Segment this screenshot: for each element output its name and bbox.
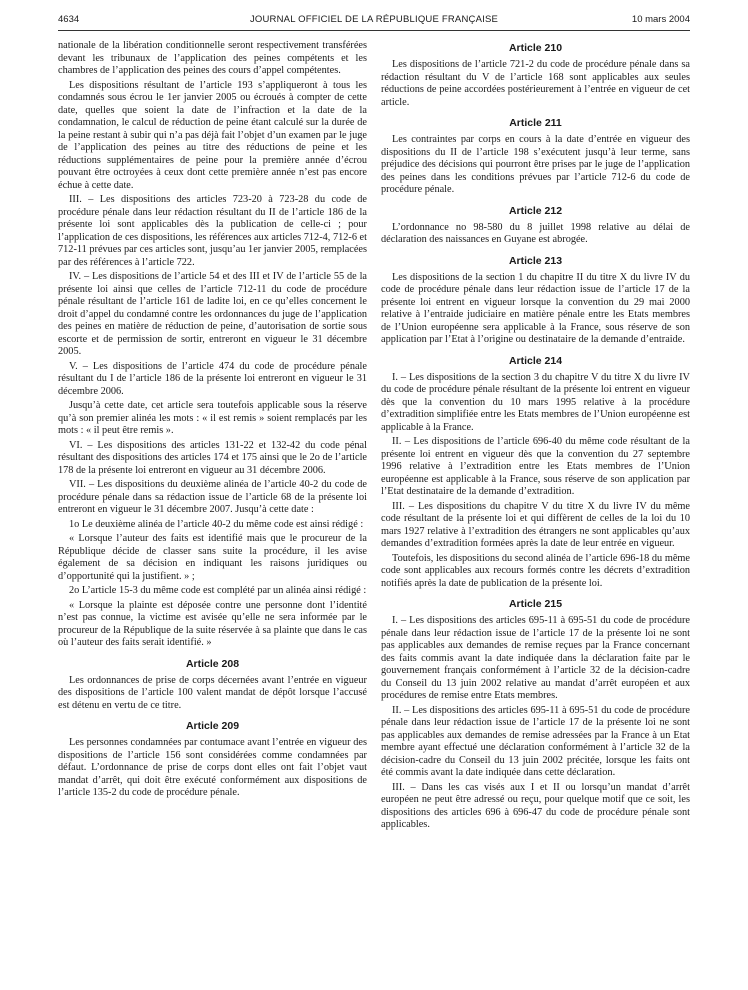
- paragraph: Les dispositions résultant de l’article 193 s’appliqueront à tous les condamnés sous écrou le 1er janvier 2005 ou écroués à compter de cette date, quelles que soient la date de l’infraction et la date de la condamnation, le calcul de réduction de peine étant calculé sur la durée de la peine restant à subir qui n’a pas déjà fait l’objet d’un examen par le juge de l’application des peines au titre des réductions de peine et les réductions supplémentaires de peine pour la première année d’écrou pouvant être octroyées à ceux dont cette première année n’est pas encore échue à cette date.: [58, 79, 367, 191]
- right-column: [381, 40, 690, 975]
- journal-title: JOURNAL OFFICIEL DE LA RÉPUBLIQUE FRANÇAISE: [249, 14, 499, 25]
- page-number: 4634: [58, 14, 80, 25]
- paragraph: Les contraintes par corps en cours à la date d’entrée en vigueur des dispositions du II de l’article 198 s’exécutent jusqu’à leur terme, sans préjudice des décisions qui pourront être prises par le juge de l’application des peines dans les conditions prévues par l’article 712-6 du code de procédure pénale.: [381, 134, 690, 195]
- paragraph: III. – Les dispositions du chapitre V du titre X du livre IV du même code résultant de la présente loi et qui diffèrent de celles de la loi du 10 mars 1927 relative à l’extradition des étrangers ne sont applicables qu’aux demandes d’extradition formées après la date de leur entrée en vigueur.: [381, 500, 690, 549]
- article-heading: Article 213: [508, 254, 563, 267]
- page-header: [58, 14, 690, 28]
- paragraph: Les ordonnances de prise de corps décernées avant l’entrée en vigueur des dispositions de l’article 100 valent mandat de dépôt lorsque l’accusé est détenu en vertu de ce titre.: [58, 674, 367, 711]
- paragraph: VI. – Les dispositions des articles 131-22 et 132-42 du code pénal résultant des dispositions des articles 174 et 175 ainsi que le 2o de l’article 178 de la présente loi entreront en vigueur au 31 décembre 2006.: [58, 439, 367, 476]
- paragraph: Les personnes condamnées par contumace avant l’entrée en vigueur des dispositions de l’article 156 sont considérées comme condamnées par défaut. L’ordonnance de prise de corps dont elles ont fait l’objet vaut mandat d’arrêt, qui doit être exécuté conformément aux dispositions de l’article 135-2 du code de procédure pénale.: [58, 737, 367, 798]
- article-heading: Article 208: [185, 657, 240, 670]
- article-heading: Article 210: [508, 42, 563, 54]
- paragraph: Les dispositions de la section 1 du chapitre II du titre X du livre IV du code de procédure pénale dans leur rédaction issue de l’article 17 de la présente loi entrent en vigueur lorsque la convention du 29 mai 2000 relative à l’entraide judiciaire en matière pénale entre les Etats membres de l’Union européenne sera applicable à la France, sous réserve de son application par l’Etat à l’origine ou destinataire de la demande d’entraide.: [381, 271, 690, 345]
- paragraph: IV. – Les dispositions de l’article 54 et des III et IV de l’article 55 de la présente loi ainsi que celles de l’article 712-11 du code de procédure pénale résultant de l’article 161 de ladite loi, en ce qu’elles concernent le droit d’appel du condamné contre les ordonnances du juge de l’application des peines en matière de réduction de peine, d’autorisation de sortie sous escorte et de permission de sortir, entreront en vigueur le 31 décembre 2005.: [58, 271, 367, 357]
- paragraph: Toutefois, les dispositions du second alinéa de l’article 696-18 du même code sont applicables aux recours formés contre les décrets d’extradition notifiés après la date de publication de la présente loi.: [381, 552, 690, 589]
- header-rule: [58, 30, 690, 31]
- paragraph: Jusqu’à cette date, cet article sera toutefois applicable sous la réserve qu’à son premier alinéa les mots : « il est remis » soient remplacés par les mots : « il peut être remis ».: [58, 400, 367, 436]
- paragraph: II. – Les dispositions de l’article 696-40 du même code résultant de la présente loi entrent en vigueur dès que la convention du 27 septembre 1996 relative à l’extradition entre les Etats membres de l’Union européenne est applicable à la France, sous réserve de son application par l’Etat destinataire de la demande d’extradition.: [381, 436, 690, 497]
- paragraph: I. – Les dispositions de la section 3 du chapitre V du titre X du livre IV du code de procédure pénale résultant de la présente loi entrent en vigueur dès que la convention du 10 mars 1995 relative à la procédure d’extradition simplifiée entre les Etats membres de l’Union européenne est applicable à la France.: [381, 371, 690, 433]
- paragraph: I. – Les dispositions des articles 695-11 à 695-51 du code de procédure pénale dans leur rédaction issue de l’article 17 de la présente loi ne sont pas applicables aux demandes de remise reçues par la France concernant des faits commis avant la date indiquée dans la déclaration faite par le gouvernement français conformément à l’article 32 de la décision-cadre du Conseil du 13 juin 2002 relative au mandat d’arrêt européen et aux procédures de remise entre Etats membres.: [381, 615, 690, 701]
- article-heading: Article 212: [508, 204, 563, 217]
- article-heading: Article 209: [185, 720, 240, 732]
- paragraph: nationale de la libération conditionnelle seront respectivement transférées devant les tribunaux de l’application des peines compétents et les chambres de l’application des peines des cours d’appel compétentes.: [58, 40, 367, 76]
- paragraph: 1o Le deuxième alinéa de l’article 40-2 du même code est ainsi rédigé :: [69, 518, 364, 530]
- paragraph: III. – Les dispositions des articles 723-20 à 723-28 du code de procédure pénale dans leur rédaction résultant du II de l’article 186 de la présente loi sont applicables dès la publication de celle-ci ; pour l’application de ces dispositions, les références aux articles 712-4, 712-6 et 712-11 prévues par ces articles sont, jusqu’au 1er janvier 2005, remplacées par des références à l’article 722.: [58, 194, 367, 268]
- article-heading: Article 214: [508, 354, 563, 367]
- paragraph: Les dispositions de l’article 721-2 du code de procédure pénale dans sa rédaction résultant du V de l’article 168 sont applicables aux seules réductions de peine accordées postérieurement à l’entrée en vigueur de cet article.: [381, 59, 690, 108]
- paragraph: III. – Dans les cas visés aux I et II ou lorsqu’un mandat d’arrêt européen ne peut être adressé ou reçu, pour quelque motif que ce soit, les dispositions des articles 696 à 696-47 du code de procédure pénale sont applicables.: [381, 781, 690, 830]
- paragraph: « Lorsque l’auteur des faits est identifié mais que le procureur de la République décide de classer sans suite la procédure, il les avise également de sa décision en indiquant les raisons juridiques ou d’opportunité qui la justifient. » ;: [58, 533, 367, 582]
- paragraph: « Lorsque la plainte est déposée contre une personne dont l’identité n’est pas connue, la victime est avisée qu’elle ne sera informée par le procureur de la République de la suite réservée à sa plainte que dans le cas où l’auteur des faits serait identifié. »: [58, 599, 367, 648]
- paragraph: 2o L’article 15-3 du même code est complété par un alinéa ainsi rédigé :: [69, 585, 367, 596]
- left-column: [58, 40, 367, 975]
- article-heading: Article 211: [509, 117, 562, 129]
- issue-date: 10 mars 2004: [631, 14, 690, 25]
- paragraph: V. – Les dispositions de l’article 474 du code de procédure pénale résultant du I de l’article 186 de la présente loi entreront en vigueur le 31 décembre 2006.: [58, 360, 367, 397]
- paragraph: II. – Les dispositions des articles 695-11 à 695-51 du code de procédure pénale dans leur rédaction issue de l’article 17 de la présente loi ne sont pas applicables aux demandes de remise adressées par la France à un Etat membre ayant effectué une déclaration conformément à l’article 32 de la décision-cadre du Conseil du 13 juin 2002 précitée, lorsque les faits ont été commis avant la date indiquée dans cette déclaration.: [381, 704, 690, 778]
- paragraph: VII. – Les dispositions du deuxième alinéa de l’article 40-2 du code de procédure pénale dans sa rédaction issue de l’article 68 de la présente loi entreront en vigueur le 31 décembre 2007. Jusqu’à cette date :: [58, 479, 367, 515]
- article-heading: Article 215: [508, 598, 563, 610]
- paragraph: L’ordonnance no 98-580 du 8 juillet 1998 relative au délai de déclaration des naissances en Guyane est abrogée.: [381, 221, 690, 245]
